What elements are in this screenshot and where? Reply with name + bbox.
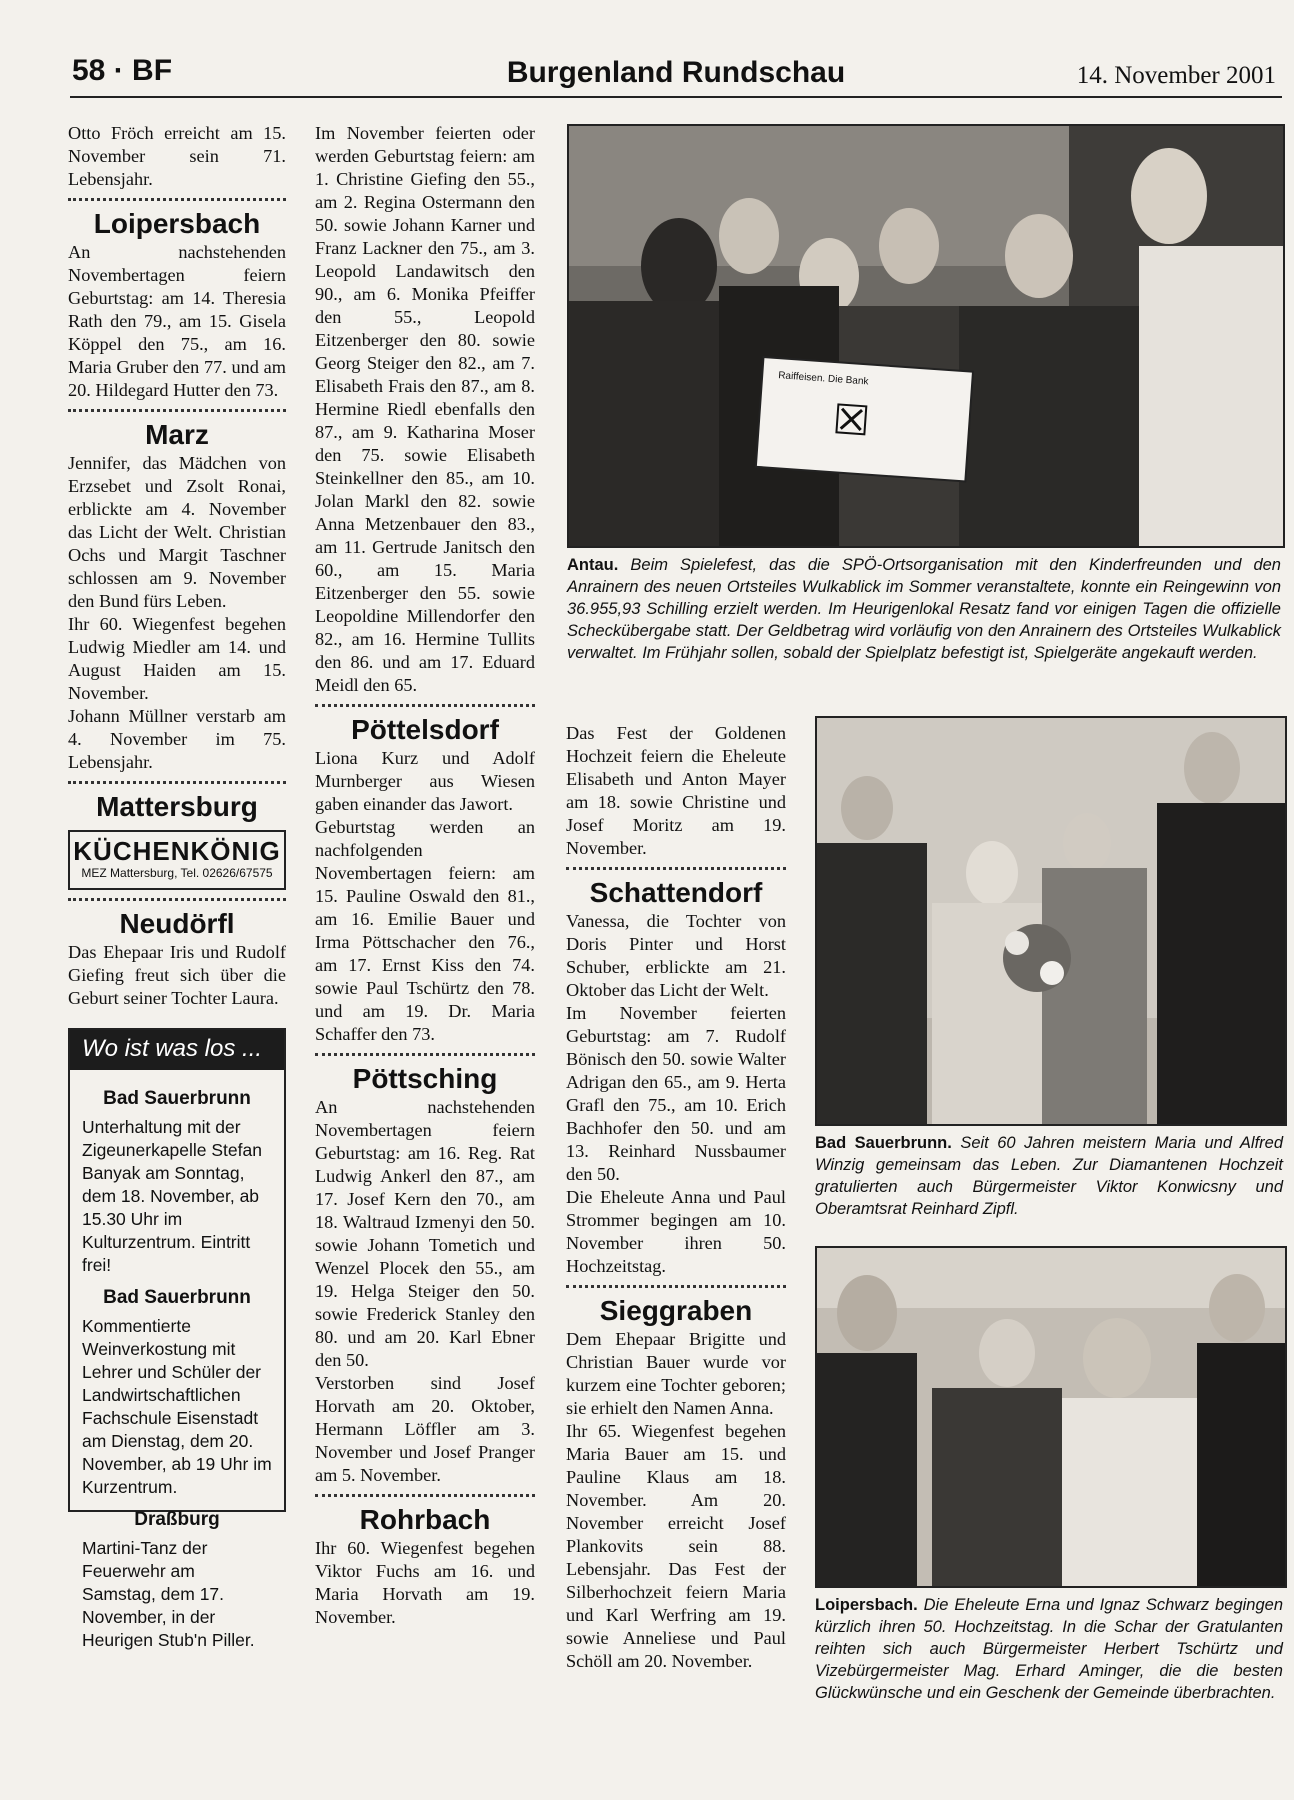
event-text: Kommentierte Weinverkostung mit Lehrer und Schüler der Landwirtschaftlichen Fachschule Eisenstadt am Dienstag, dem 20. November, ab 19 Uhr im Kurzentrum. [82, 1316, 272, 1497]
advertisement [68, 830, 286, 890]
article-text: Die Eheleute Anna und Paul Strommer begingen am 10. November ihren 50. Hochzeitstag. [566, 1187, 786, 1276]
photo-image [817, 1248, 1285, 1586]
event-place: Bad Sauerbrunn [103, 1287, 251, 1308]
event-text: Martini-Tanz der Feuerwehr am Samstag, dem 17. November, in der Heurigen Stub'n Piller. [82, 1538, 255, 1650]
dotted-divider [315, 704, 535, 707]
dotted-divider [68, 409, 286, 412]
photo-image [817, 718, 1285, 1124]
page-number: 58 · BF [72, 54, 173, 87]
dotted-divider [68, 198, 286, 201]
dotted-divider [315, 1494, 535, 1497]
dotted-divider [68, 898, 286, 901]
article-text: Das Fest der Goldenen Hochzeit feiern die Eheleute Elisabeth und Anton Mayer am 18. sowie Christine und Josef Moritz am 19. November. [566, 723, 786, 858]
section-heading: Neudörfl [119, 908, 235, 939]
dotted-divider [315, 1053, 535, 1056]
article-text: Geburtstag werden an nachfolgenden Novembertagen feiern: am 15. Pauline Oswald den 81., am 16. Emilie Bauer und Irma Pöttschacher den 76., am 17. Ernst Kiss den 74. sowie Paul Tschürtz den 78. und am 19. Dr. Maria Schaffer den 73. [315, 817, 535, 1044]
newspaper-title: Burgenland Rundschau [506, 56, 846, 89]
section-heading: Mattersburg [96, 791, 258, 822]
photo-caption [815, 1132, 1283, 1220]
article-text: Otto Fröch erreicht am 15. November sein 71. Lebensjahr. [68, 123, 286, 189]
caption-text: Beim Spielefest, das die SPÖ-Ortsorganisation mit den Kinderfreunden und den Anrainern des neuen Ortsteiles Wulkablick im Sommer veranstaltete, konnte ein Reingewinn von 36.955,93 Schilling erzielt werden. Im Heurigenlokal Resatz fand vor einigen Tagen die offizielle Scheckübergabe statt. Der Geldbetrag wird vorläufig von den Anrainern des Ortsteiles Wulkablick verwaltet. Im Frühjahr sollen, sobald der Spielplatz befestigt ist, Spielgeräte angekauft werden. [567, 556, 1281, 662]
article-text: Ihr 65. Wiegenfest begehen Maria Bauer am 15. und Pauline Klaus am 18. November. Am 20. November erreicht Josef Plankovits sein 88. Lebensjahr. Das Fest der Silberhochzeit feiern Maria und Karl Werfring am 19. sowie Anneliese und Paul Schöll am 20. November. [566, 1421, 786, 1671]
events-box-title: Wo ist was los ... [70, 1030, 284, 1070]
caption-text: Seit 60 Jahren meistern Maria und Alfred Winzig gemeinsam das Leben. Zur Diamantenen Hochzeit gratulierten auch Bürgermeister Viktor Konwicsny und Oberamtsrat Reinhard Zipfl. [815, 1134, 1283, 1218]
section-heading: Loipersbach [93, 208, 261, 239]
article-text: An nachstehenden Novembertagen feiern Geburtstag: am 14. Theresia Rath den 79., am 15. Gisela Köppel den 75., am 16. Maria Gruber den 77. und am 20. Hildegard Hutter den 73. [68, 242, 286, 400]
article-text: Ihr 60. Wiegenfest begehen Ludwig Miedler am 14. und August Haiden am 15. November. [68, 614, 286, 703]
column-2 [315, 122, 535, 1629]
section-heading: Marz [145, 419, 209, 450]
ad-contact: MEZ Mattersburg, Tel. 02626/67575 [81, 866, 273, 880]
article-text: Dem Ehepaar Brigitte und Christian Bauer wurde vor kurzem eine Tochter geboren; sie erhielt den Namen Anna. [566, 1329, 786, 1418]
photo-caption [567, 554, 1281, 664]
dotted-divider [566, 867, 786, 870]
dotted-divider [566, 1285, 786, 1288]
cheque-bank-label: Raiffeisen. Die Bank [777, 370, 869, 388]
article-text: Im November feierten Geburtstag: am 7. Rudolf Bönisch den 50. sowie Walter Adrigan den 65., am 9. Herta Grafl den 75., am 10. Erich Bachhofer den 50. und am 13. Reinhard Nussbaumer den 50. [566, 1003, 786, 1184]
article-text: Vanessa, die Tochter von Doris Pinter und Horst Schuber, erblickte am 21. Oktober das Licht der Welt. [566, 911, 786, 1000]
page-header [70, 50, 1282, 98]
article-text: Ihr 60. Wiegenfest begehen Viktor Fuchs am 16. und Maria Horvath am 19. November. [315, 1538, 535, 1627]
caption-lead: Bad Sauerbrunn. [815, 1134, 952, 1152]
section-heading: Pöttsching [352, 1063, 498, 1094]
article-text: Im November feierten oder werden Geburtstag feiern: am 1. Christine Giefing den 55., am 2. Regina Ostermann den 50. sowie Johann Karner und Franz Lackner den 75., am 3. Leopold Landawitsch den 90., am 6. Monika Pfeiffer den 55., Leopold Eitzenberger den 80. sowie Georg Steiger den 82., am 7. Elisabeth Frais den 87., am 8. Hermine Riedl ebenfalls den 87., am 9. Katharina Moser den 75. sowie Elisabeth Steinkellner den 85., am 10. Jolan Markl den 82. sowie Anna Metzenbauer den 83., am 11. Gertrude Janitsch den 60., am 15. Maria Eitzenberger den 55. sowie Leopoldine Millendorfer den 82., am 16. Hermine Tullits den 86. und am 17. Eduard Meidl den 65. [315, 123, 535, 695]
article-text: Johann Müllner verstarb am 4. November im 75. Lebensjahr. [68, 706, 286, 772]
article-text: Verstorben sind Josef Horvath am 20. Oktober, Hermann Löffler am 3. November und Josef Pranger am 5. November. [315, 1373, 535, 1485]
issue-date: 14. November 2001 [1076, 62, 1276, 89]
photo-bad-sauerbrunn [815, 716, 1287, 1126]
events-box [68, 1028, 286, 1650]
caption-text: Die Eheleute Erna und Ignaz Schwarz begingen kürzlich ihren 50. Hochzeitstag. In die Schar der Gratulanten reihten sich auch Bürgermeister Herbert Tschürtz und Vizebürgermeister Mag. Erhard Aminger, die die besten Glückwünsche und ein Geschenk der Gemeinde überbrachten. [815, 1596, 1283, 1702]
photo-image [569, 126, 1283, 546]
event-place: Draßburg [134, 1509, 220, 1530]
caption-lead: Loipersbach. [815, 1596, 918, 1614]
article-text: Jennifer, das Mädchen von Erzsebet und Zsolt Ronai, erblickte am 4. November das Licht der Welt. Christian Ochs und Margit Taschner schlossen am 9. November den Bund fürs Leben. [68, 453, 286, 611]
caption-lead: Antau. [567, 556, 619, 574]
article-text: Liona Kurz und Adolf Murnberger aus Wiesen gaben einander das Jawort. [315, 748, 535, 814]
section-heading: Sieggraben [599, 1295, 753, 1326]
dotted-divider [68, 781, 286, 784]
column-3 [566, 722, 786, 1673]
ad-brand: KÜCHENKÖNIG [73, 836, 281, 866]
photo-loipersbach [815, 1246, 1287, 1588]
event-text: Unterhaltung mit der Zigeunerkapelle Stefan Banyak am Sonntag, dem 18. November, ab 15.30 Uhr im Kulturzentrum. Eintritt frei! [82, 1117, 262, 1275]
article-text: An nachstehenden Novembertagen feiern Geburtstag: am 16. Reg. Rat Ludwig Ankerl den 87., am 17. Josef Kern den 70., am 18. Waltraud Izmenyi den 50. sowie Johann Tometich und Wenzel Plocek den 55., am 19. Helga Steiger den 50. sowie Frederick Stanley den 80. und am 20. Karl Ebner den 50. [315, 1097, 535, 1370]
photo-caption [815, 1594, 1283, 1704]
article-text: Das Ehepaar Iris und Rudolf Giefing freut sich über die Geburt seiner Tochter Laura. [68, 942, 286, 1008]
section-heading: Rohrbach [359, 1504, 491, 1535]
column-1 [68, 122, 286, 1650]
event-place: Bad Sauerbrunn [103, 1088, 251, 1109]
section-heading: Pöttelsdorf [351, 714, 499, 745]
photo-antau-cheque [567, 124, 1285, 548]
section-heading: Schattendorf [589, 877, 763, 908]
